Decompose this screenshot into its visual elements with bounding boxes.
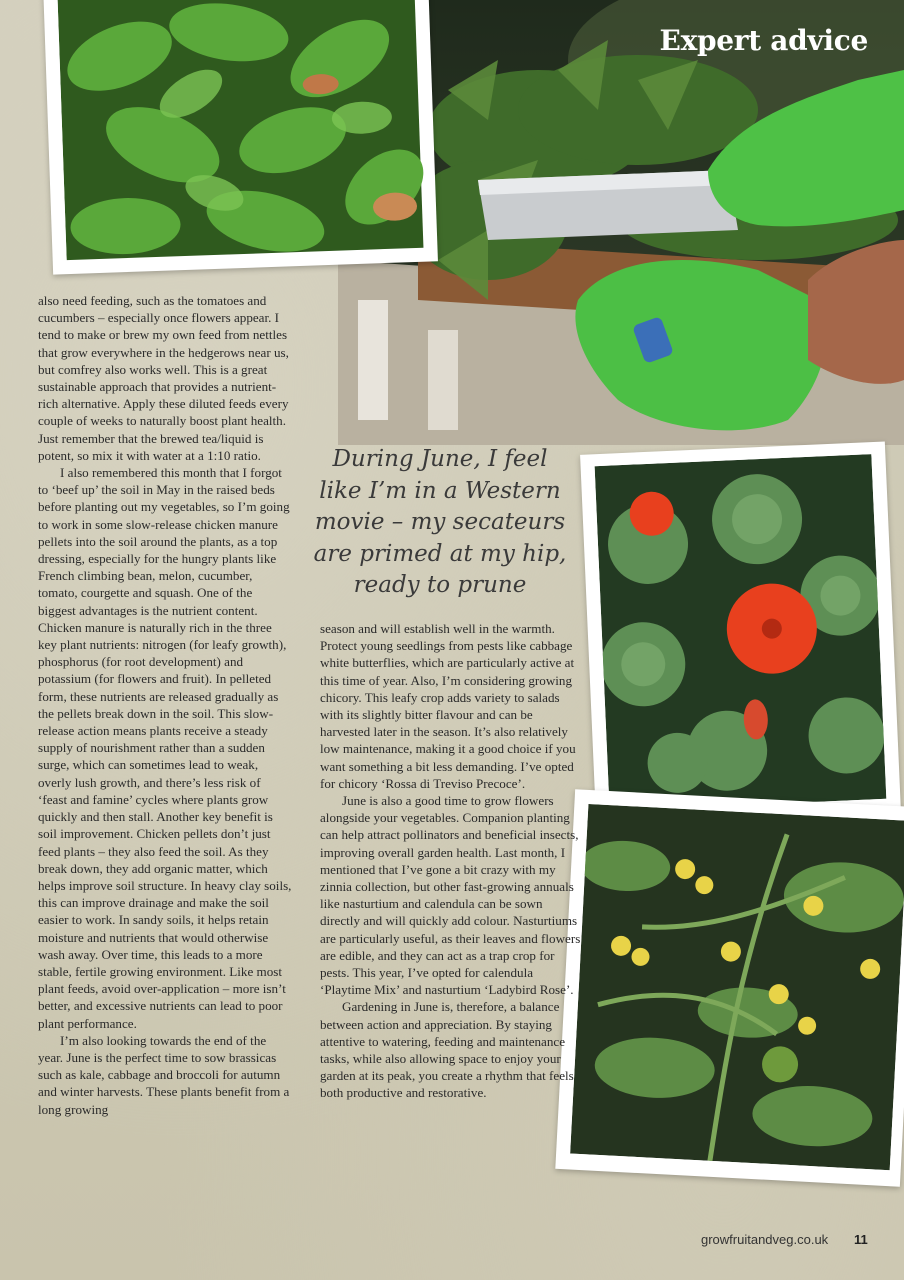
paragraph: June is also a good time to grow flowers alongside your vegetables. Companion planting can help attract pollinators and beneficial insects, improving overall garden health. Last month, I mentioned that I’ve gone a bit crazy with my zinnia collection, but other fast-growing annuals like nasturtium and calendula can be sown directly and will quickly add colour. Nasturtiums are particularly useful, as their leaves and flowers are edible, and they can act as a trap crop for pests. This year, I’ve opted for calendula ‘Playtime Mix’ and nasturtium ‘Ladybird Rose’. (320, 793, 581, 998)
paragraph: Gardening in June is, therefore, a balance between action and appreciation. By staying attentive to watering, feeding and maintenance tasks, while also allowing space to enjoy your garden at its peak, you create a rhythm that feels both productive and restorative. (320, 999, 574, 1101)
nasturtium-photo (580, 442, 901, 825)
page-number: 11 (854, 1232, 868, 1247)
paragraph: I’m also looking towards the end of the year. June is the perfect time to sow brassicas such as kale, cabbage and broccoli for autumn and winter harvests. These plants benefit from a long growing (38, 1032, 290, 1117)
paragraph: season and will establish well in the warmth. Protect young seedlings from pests like cabbage white butterflies, which are particularly active at this time of year. Also, I’m considering growing chicory. This leafy crop adds variety to salads with its slightly bitter flavour and can be harvested later in the season. It’s also relatively low maintenance, making it a good choice if you want something a bit less demanding. I’ve opted for chicory ‘Rossa di Treviso Precoce’. (320, 621, 576, 791)
hornbeam-leaves-photo (43, 0, 438, 275)
body-column-middle (320, 620, 585, 1102)
paragraph: also need feeding, such as the tomatoes and cucumbers – especially once flowers appear. I tend to make or brew my own feed from nettles that grow everywhere in the hedgerows near us, but comfrey also works well. This is a great sustainable approach that provides a nutrient-rich alternative. Apply these diluted feeds every couple of weeks to naturally boost plant health. Just remember that the brewed tea/liquid is potent, so mix it with water at a 1:10 ratio. (38, 293, 289, 463)
tomato-flowers-photo (555, 789, 904, 1187)
section-title: Expert advice (659, 24, 868, 57)
footer-website: growfruitandveg.co.uk (701, 1232, 829, 1247)
body-column-left (38, 292, 292, 1118)
paragraph: I also remembered this month that I forgot to ‘beef up’ the soil in May in the raised beds before planting out my vegetables, so I’m going to work in some slow-release chicken manure pellets into the soil around the plants, as a top dressing, especially for the hungry plants like French climbing bean, melon, cucumber, tomato, courgette and squash. One of the biggest advantages is the nutrient content. Chicken manure is naturally rich in the three key plant nutrients: nitrogen (for leafy growth), phosphorus (for root development) and potassium (for flowers and fruit). In pelleted form, these nutrients are released gradually as the pellets break down in the soil. This slow-release action means plants receive a steady supply of nourishment rather than a sudden surge, which can sometimes lead to weak, overly lush growth, and there’s less risk of ‘feast and famine’ cycles where plants grow quickly and then stall. Another key benefit is soil improvement. Chicken pellets don’t just feed plants – they also feed the soil. As they break down, they add organic matter, which helps improve soil structure. In heavy clay soils, this can improve drainage and make the soil easier to work. In sandy soils, it helps retain moisture and nutrients that would otherwise wash away. Over time, this leads to a more stable, fertile growing environment. Like most plant feeds, avoid over-application – more isn’t better, and excessive nutrients can lead to poor plant performance. (38, 465, 292, 1031)
pull-quote: During June, I feel like I’m in a Western movie – my secateurs are primed at my hip, ready to prune (313, 446, 567, 598)
